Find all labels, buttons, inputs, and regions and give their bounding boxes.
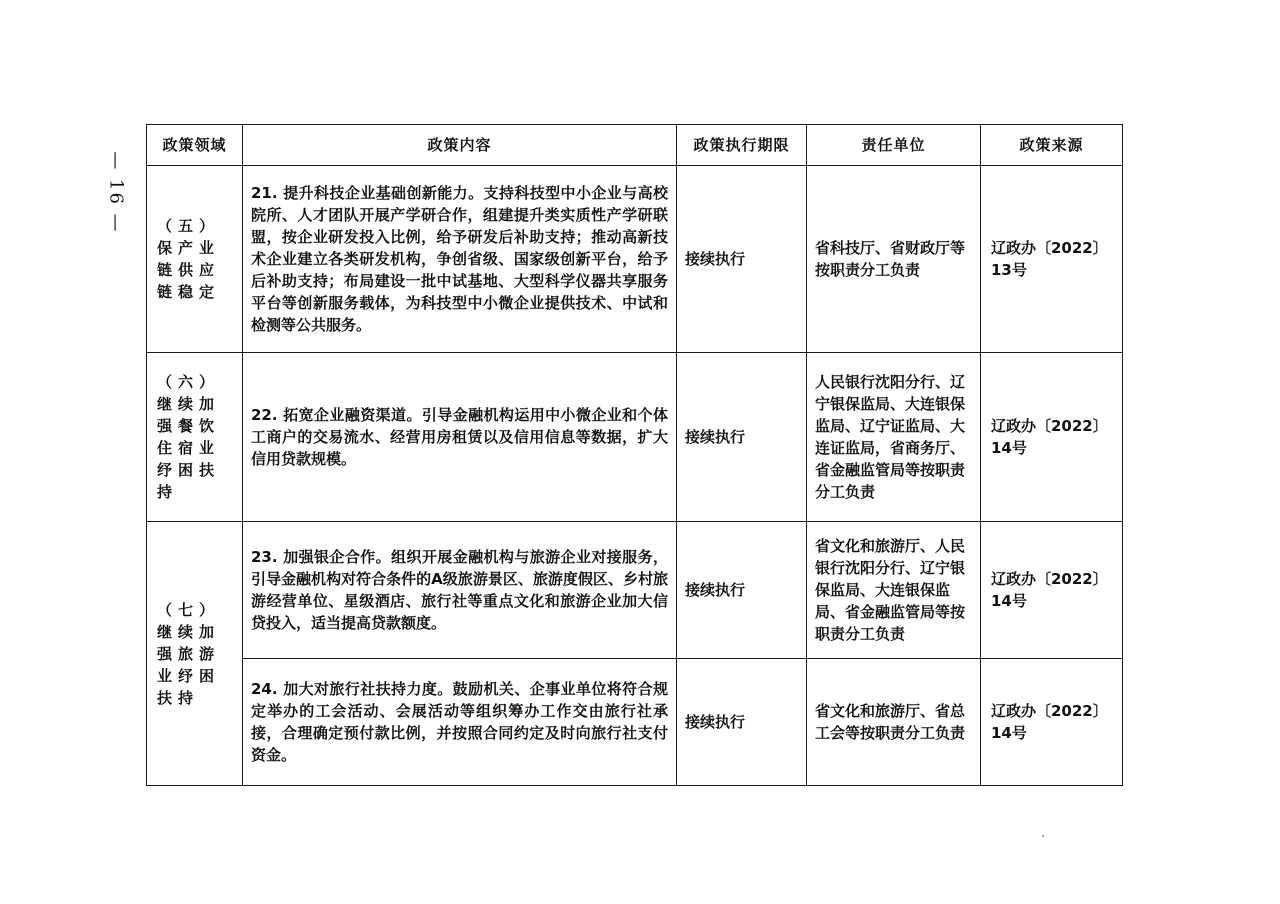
page-number <box>96 142 136 242</box>
policy-domain-cell: （六）继续加强餐饮住宿业纾困扶持 <box>147 353 243 522</box>
responsible-unit-cell: 省文化和旅游厅、省总工会等按职责分工负责 <box>807 659 981 786</box>
header-domain: 政策领域 <box>147 125 243 166</box>
header-period: 政策执行期限 <box>677 125 807 166</box>
policy-content-cell: 23. 加强银企合作。组织开展金融机构与旅游企业对接服务，引导金融机构对符合条件的A级旅游景区、旅游度假区、乡村旅游经营单位、星级酒店、旅行社等重点文化和旅游企业加大信贷投入，适当提高贷款额度。 <box>243 522 677 659</box>
policy-period-cell: 接续执行 <box>677 353 807 522</box>
policy-source-cell: 辽政办〔2022〕13号 <box>981 166 1123 353</box>
page-number-text: — 16 — <box>105 150 127 234</box>
scan-speck <box>1042 835 1044 837</box>
responsible-unit-cell: 省文化和旅游厅、人民银行沈阳分行、辽宁银保监局、大连银保监局、省金融监管局等按职责分工负责 <box>807 522 981 659</box>
policy-period-cell: 接续执行 <box>677 522 807 659</box>
policy-source-cell: 辽政办〔2022〕14号 <box>981 659 1123 786</box>
table-header-row <box>147 125 1123 166</box>
policy-table <box>146 124 1123 786</box>
policy-domain-cell: （五）保产业链供应链稳定 <box>147 166 243 353</box>
policy-content-cell: 24. 加大对旅行社扶持力度。鼓励机关、企事业单位将符合规定举办的工会活动、会展活动等组织筹办工作交由旅行社承接，合理确定预付款比例，并按照合同约定及时向旅行社支付资金。 <box>243 659 677 786</box>
table-row <box>147 353 1123 522</box>
table-row <box>147 166 1123 353</box>
header-source: 政策来源 <box>981 125 1123 166</box>
header-unit: 责任单位 <box>807 125 981 166</box>
policy-period-cell: 接续执行 <box>677 659 807 786</box>
policy-source-cell: 辽政办〔2022〕14号 <box>981 353 1123 522</box>
table-row <box>147 659 1123 786</box>
policy-source-cell: 辽政办〔2022〕14号 <box>981 522 1123 659</box>
policy-content-cell: 22. 拓宽企业融资渠道。引导金融机构运用中小微企业和个体工商户的交易流水、经营用房租赁以及信用信息等数据，扩大信用贷款规模。 <box>243 353 677 522</box>
policy-period-cell: 接续执行 <box>677 166 807 353</box>
responsible-unit-cell: 人民银行沈阳分行、辽宁银保监局、大连银保监局、辽宁证监局、大连证监局，省商务厅、省金融监管局等按职责分工负责 <box>807 353 981 522</box>
header-content: 政策内容 <box>243 125 677 166</box>
table-row <box>147 522 1123 659</box>
responsible-unit-cell: 省科技厅、省财政厅等按职责分工负责 <box>807 166 981 353</box>
policy-domain-cell: （七）继续加强旅游业纾困扶持 <box>147 522 243 786</box>
policy-content-cell: 21. 提升科技企业基础创新能力。支持科技型中小企业与高校院所、人才团队开展产学研合作，组建提升类实质性产学研联盟，按企业研发投入比例，给予研发后补助支持；推动高新技术企业建立各类研发机构，争创省级、国家级创新平台，给予后补助支持；布局建设一批中试基地、大型科学仪器共享服务平台等创新服务载体，为科技型中小微企业提供技术、中试和检测等公共服务。 <box>243 166 677 353</box>
